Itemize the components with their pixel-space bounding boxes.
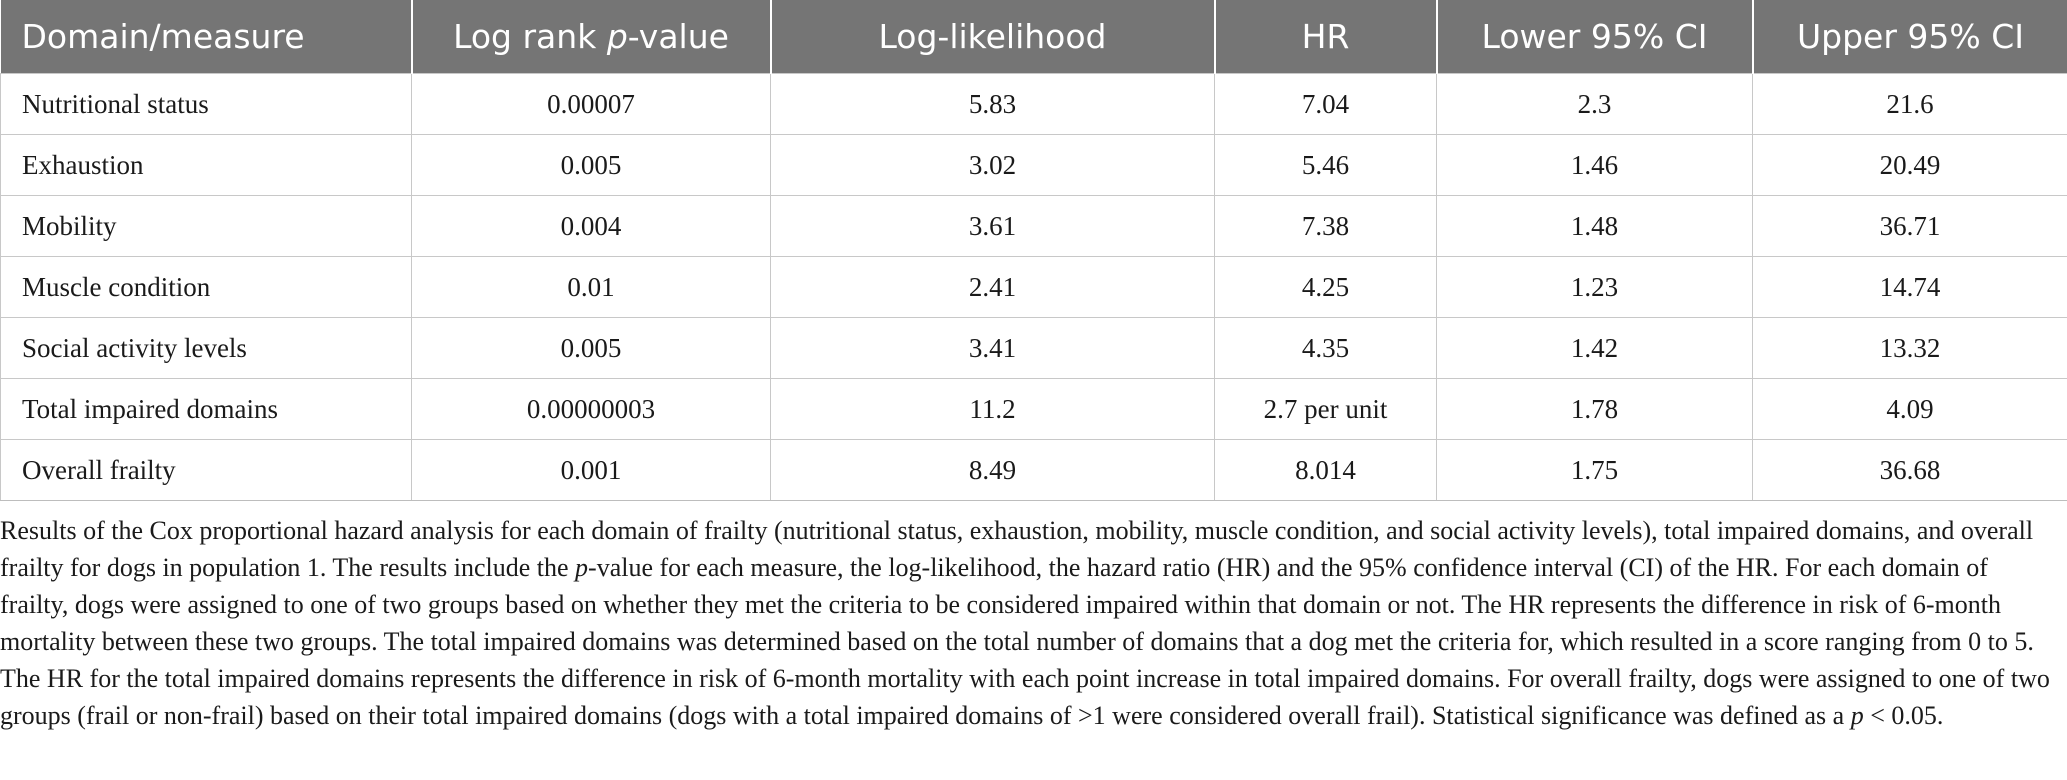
- caption-text-3: < 0.05.: [1863, 701, 1944, 730]
- cell-lower-ci: 1.46: [1437, 135, 1753, 196]
- cell-upper-ci: 13.32: [1753, 318, 2067, 379]
- table-row: [1, 257, 2067, 318]
- cell-domain: Mobility: [1, 196, 412, 257]
- column-header-upper-ci: Upper 95% CI: [1753, 0, 2067, 74]
- cell-log-likelihood: 3.41: [771, 318, 1215, 379]
- column-header-suffix: -value: [627, 17, 729, 56]
- cell-log-likelihood: 8.49: [771, 440, 1215, 501]
- cell-log-likelihood: 2.41: [771, 257, 1215, 318]
- cell-lower-ci: 1.75: [1437, 440, 1753, 501]
- cell-domain: Total impaired domains: [1, 379, 412, 440]
- cell-lower-ci: 2.3: [1437, 74, 1753, 135]
- cell-hr: 2.7 per unit: [1215, 379, 1437, 440]
- table-row: [1, 135, 2067, 196]
- cell-upper-ci: 21.6: [1753, 74, 2067, 135]
- cell-domain: Nutritional status: [1, 74, 412, 135]
- caption-text-2: -value for each measure, the log-likelihood, the hazard ratio (HR) and the 95% confidence interval (CI) of the HR. For each domain of frailty, dogs were assigned to one of two groups based on whether they met the criteria to be considered impaired within that domain or not. The HR represents the difference in risk of 6-month mortality between these two groups. The total impaired domains was determined based on the total number of domains that a dog met the criteria for, which resulted in a score ranging from 0 to 5. The HR for the total impaired domains represents the difference in risk of 6-month mortality with each point increase in total impaired domains. For overall frailty, dogs were assigned to one of two groups (frail or non-frail) based on their total impaired domains (dogs with a total impaired domains of >1 were considered overall frail). Statistical significance was defined as a: [0, 553, 2050, 730]
- caption-italic-p: p: [575, 553, 589, 582]
- cell-hr: 4.35: [1215, 318, 1437, 379]
- column-header-domain: Domain/measure: [1, 0, 412, 74]
- cell-lower-ci: 1.23: [1437, 257, 1753, 318]
- cell-upper-ci: 36.71: [1753, 196, 2067, 257]
- cell-lower-ci: 1.78: [1437, 379, 1753, 440]
- table-row: [1, 440, 2067, 501]
- cell-log-likelihood: 3.61: [771, 196, 1215, 257]
- cell-upper-ci: 20.49: [1753, 135, 2067, 196]
- cell-upper-ci: 4.09: [1753, 379, 2067, 440]
- cell-lower-ci: 1.42: [1437, 318, 1753, 379]
- column-header-hr: HR: [1215, 0, 1437, 74]
- cell-domain: Overall frailty: [1, 440, 412, 501]
- cell-log-likelihood: 3.02: [771, 135, 1215, 196]
- cell-p-value: 0.004: [412, 196, 771, 257]
- cell-upper-ci: 36.68: [1753, 440, 2067, 501]
- cell-domain: Exhaustion: [1, 135, 412, 196]
- cell-p-value: 0.00000003: [412, 379, 771, 440]
- column-header-log-likelihood: Log-likelihood: [771, 0, 1215, 74]
- table-header-row: [1, 0, 2067, 74]
- cell-hr: 5.46: [1215, 135, 1437, 196]
- cell-p-value: 0.001: [412, 440, 771, 501]
- column-header-prefix: Log rank: [453, 17, 607, 56]
- cell-hr: 7.38: [1215, 196, 1437, 257]
- caption-text-1: Results of the Cox proportional hazard analysis for each domain of frailty (nutritional status, exhaustion, mobility, muscle condition, and social activity levels), total impaired domains, and overall frailty for dogs in population 1. The results include the: [0, 516, 2034, 582]
- cell-p-value: 0.01: [412, 257, 771, 318]
- cell-p-value: 0.00007: [412, 74, 771, 135]
- cell-hr: 8.014: [1215, 440, 1437, 501]
- cell-log-likelihood: 5.83: [771, 74, 1215, 135]
- table-row: [1, 379, 2067, 440]
- column-header-lower-ci: Lower 95% CI: [1437, 0, 1753, 74]
- table-row: [1, 74, 2067, 135]
- cell-p-value: 0.005: [412, 318, 771, 379]
- table-row: [1, 318, 2067, 379]
- table-row: [1, 196, 2067, 257]
- cell-p-value: 0.005: [412, 135, 771, 196]
- table-caption: [0, 501, 2067, 734]
- cell-hr: 4.25: [1215, 257, 1437, 318]
- cell-domain: Muscle condition: [1, 257, 412, 318]
- cell-domain: Social activity levels: [1, 318, 412, 379]
- column-header-italic-p: p: [606, 17, 628, 56]
- cell-log-likelihood: 11.2: [771, 379, 1215, 440]
- cell-hr: 7.04: [1215, 74, 1437, 135]
- cell-lower-ci: 1.48: [1437, 196, 1753, 257]
- caption-italic-p: p: [1850, 701, 1864, 730]
- cell-upper-ci: 14.74: [1753, 257, 2067, 318]
- column-header-log-rank-p-value: [412, 0, 771, 74]
